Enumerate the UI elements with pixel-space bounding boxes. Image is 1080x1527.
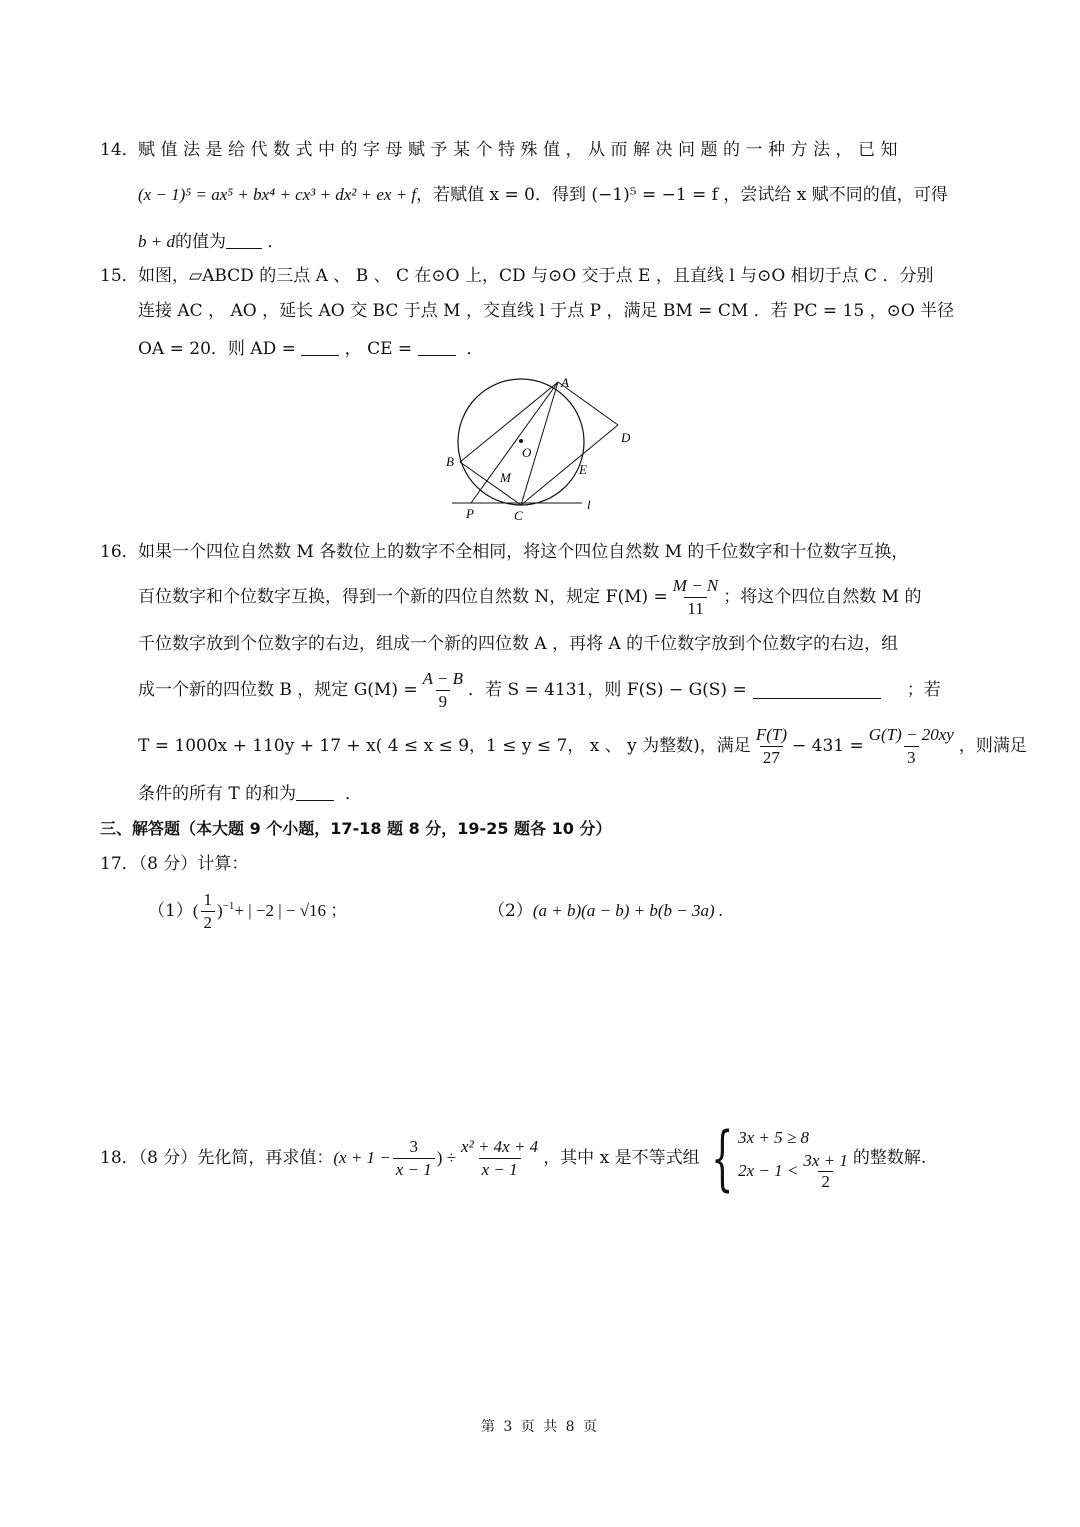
q18-f2-denominator: x − 1	[479, 1158, 521, 1181]
q18-inequality2	[738, 1151, 853, 1192]
q16-sum-blank[interactable]	[296, 784, 334, 801]
q16-gm-denominator: 9	[436, 690, 451, 713]
q18-f1-numerator: 3	[409, 1136, 419, 1156]
label-p: P	[466, 506, 474, 521]
q15-ce-blank[interactable]	[418, 339, 456, 356]
q18-ineq2-fraction	[800, 1151, 851, 1192]
q17-part1: （1） ( $\frac{1}{2}$ )$^{-1}$ + | −2 | − √16 ；	[148, 889, 348, 932]
q15-text-line2: 连接 AC ， AO ，延长 AO 交 BC 于点 M ，交直线 l 于点 P ，满足 BM = CM ．若 PC = 15 ，⊙O 半径	[138, 301, 955, 321]
q15-end: ．	[466, 339, 484, 359]
q16-text-line6	[138, 782, 362, 806]
q16-gm-fraction	[420, 668, 466, 713]
q18-inequality1: 3x + 5 ≥ 8	[738, 1127, 809, 1147]
q16-gm-prompt: 成一个新的四位数 B ，规定 G(M) =	[138, 680, 418, 700]
q16-gt-denominator: 3	[904, 746, 919, 769]
q16-end: ．	[344, 784, 362, 804]
q18-head: 18．（8 分）先化简，再求值：	[100, 1148, 334, 1168]
q17-head: 17．（8 分）计算：	[100, 854, 249, 874]
q16-ft-numerator: F(T)	[755, 724, 787, 744]
label-a: A	[561, 375, 569, 390]
q15-text-line3	[138, 337, 483, 361]
q17-part1-rest: + | −2 | − √16 ；	[234, 901, 348, 920]
q18-fraction2	[458, 1136, 541, 1181]
label-c: C	[514, 508, 523, 523]
q17-part1-label: （1）	[148, 901, 193, 921]
q16-fs-gs-blank[interactable]	[753, 682, 881, 699]
q16-t-definition: T = 1000x + 110y + 17 + x( 4 ≤ x ≤ 9，1 ≤ y ≤ 7， x 、 y 为整数)，满足	[138, 736, 751, 756]
q16-fm-numerator: M − N	[672, 575, 719, 595]
q16-fs-gs-prompt: ．若 S = 4131，则 F(S) − G(S) =	[468, 680, 747, 700]
page-footer: 第 3 页 共 8 页	[480, 1419, 600, 1435]
q16-line5-mid: − 431 =	[791, 736, 864, 756]
q14-mid-text: ，若赋值 x = 0．得到 (−1)⁵ = −1 = f ，尝试给 x 赋不同的值，可得	[416, 185, 948, 205]
q17-part1-denominator: 2	[201, 911, 216, 934]
q17-part1-fraction	[201, 889, 216, 934]
q18-mid: ，其中 x 是不等式组	[543, 1148, 700, 1168]
q16-text-line4	[138, 667, 941, 713]
q14-text-line2	[138, 183, 948, 207]
q17-parts-line	[0, 888, 1080, 934]
q18-f1-denominator: x − 1	[393, 1158, 435, 1181]
q15-geometry-figure	[440, 370, 640, 525]
segment-cd	[521, 425, 618, 505]
q14-end: ．	[267, 232, 285, 252]
q16-text-line5	[138, 722, 1027, 770]
q16-gm-numerator: A − B	[422, 668, 464, 688]
q18-ineq2-left: 2x − 1 <	[738, 1161, 799, 1180]
q16-line5-tail: ，则满足	[958, 736, 1027, 756]
q18-content: 18．（8 分）先化简，再求值： (x + 1 − $\frac{3}{x - 1}$ ) ÷ $\frac{\text{x² + 4x + 4}}{x - 1}$ ，其中 x 是不等式组 { 3x + 5 ≥ 8 2x − 1 < $\frac{3x + 1}{2}$ 的整数解.	[100, 1117, 927, 1199]
label-d: D	[621, 430, 631, 445]
q16-number: 16．	[100, 542, 139, 562]
label-o: O	[522, 445, 532, 460]
segment-bc	[460, 462, 521, 505]
q18-brace: {	[710, 1117, 734, 1199]
q18-ineq2-denominator: 2	[818, 1171, 833, 1192]
q16-line2	[0, 575, 1080, 619]
q15-ce-prompt: ， CE =	[344, 339, 413, 359]
segment-ac	[521, 382, 558, 505]
q16-text-line2	[138, 575, 922, 619]
q16-ft-denominator: 27	[760, 746, 783, 769]
q14-number: 14．	[100, 140, 139, 160]
q18-tail: 的整数解.	[852, 1148, 927, 1168]
q16-line5	[0, 722, 1080, 770]
q16-fm-fraction	[670, 575, 721, 620]
q16-text-line3: 千位数字放到个位数字的右边，组成一个新的四位数 A ，再将 A 的千位数字放到个位数字的右边，组	[138, 634, 899, 654]
q15-text-line1: 如图，▱ABCD 的三点 A 、 B 、 C 在⊙O 上，CD 与⊙O 交于点 E ，且直线 l 与⊙O 相切于点 C ．分别	[138, 266, 934, 286]
center-point	[519, 439, 523, 443]
q16-text-line1: 如果一个四位自然数 M 各数位上的数字不全相同，将这个四位自然数 M 的千位数字和十位数字互换，	[138, 542, 909, 562]
q16-line4-tail: ；若	[906, 680, 941, 700]
q14-text-line3	[138, 230, 284, 254]
q14-expr: b + d	[138, 232, 175, 251]
q16-sum-prompt: 条件的所有 T 的和为	[138, 784, 297, 804]
q16-line4	[0, 667, 1080, 713]
label-m: M	[500, 470, 511, 485]
q14-answer-blank[interactable]	[226, 232, 262, 249]
q17-part2	[488, 888, 723, 934]
q16-gt-numerator: G(T) − 20xy	[868, 724, 954, 744]
q18-inequality-system	[700, 1117, 853, 1199]
q17-part2-label: （2）	[488, 901, 533, 921]
q18-f2-numerator: x² + 4x + 4	[461, 1136, 539, 1156]
q17-part2-expr: (a + b)(a − b) + b(b − 3a) .	[532, 901, 724, 920]
q15-number: 15．	[100, 266, 139, 286]
q16-line2-tail: ；将这个四位自然数 M 的	[723, 587, 922, 607]
label-b: B	[446, 454, 454, 469]
q17-part1-numerator: 1	[203, 889, 212, 909]
q16-gt-fraction	[866, 724, 957, 769]
q16-ft-fraction	[753, 724, 790, 769]
q14-text-line1: 赋值法是给代数式中的字母赋予某个特殊值，从而解决问题的一种方法，已知	[138, 140, 903, 160]
q15-ad-prompt: OA = 20．则 AD =	[138, 339, 296, 359]
q14-equation: (x − 1)⁵ = ax⁵ + bx⁴ + cx³ + dx² + ex + f	[138, 185, 417, 204]
q14-answer-prompt: 的值为	[174, 232, 226, 252]
q16-fm-denominator: 11	[684, 597, 706, 620]
section3-title: 三、解答题（本大题 9 个小题，17-18 题 8 分，19-25 题各 10 分）	[100, 819, 612, 838]
q15-ad-blank[interactable]	[301, 339, 339, 356]
q18-fraction1	[393, 1136, 435, 1181]
label-e: E	[579, 462, 587, 477]
q18-ineq2-numerator: 3x + 1	[803, 1150, 848, 1170]
q18-line	[0, 1118, 1080, 1198]
label-l: l	[587, 497, 591, 512]
q16-fm-prompt: 百位数字和个位数字互换，得到一个新的四位自然数 N，规定 F(M) =	[138, 587, 668, 607]
